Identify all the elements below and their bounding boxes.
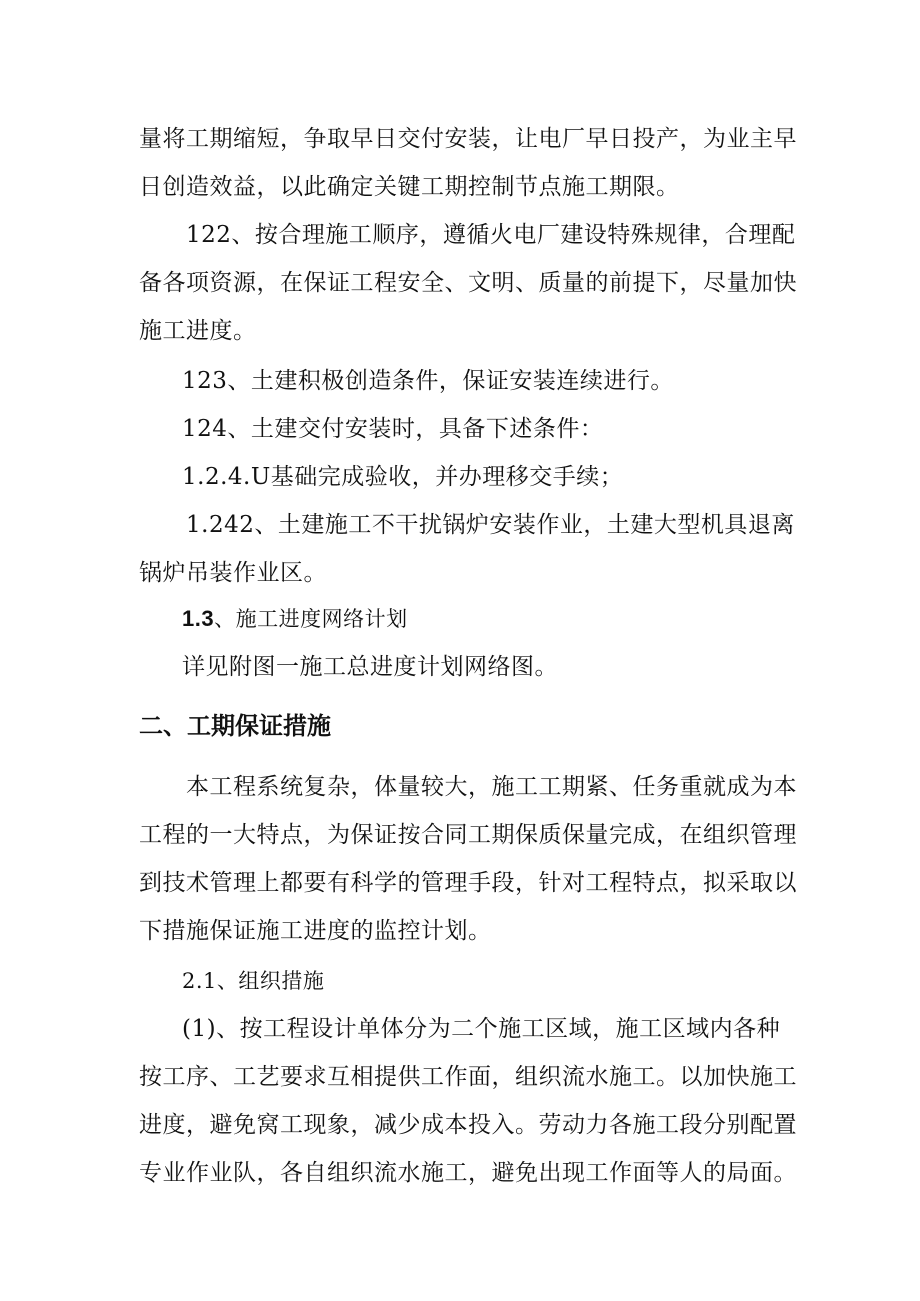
- paragraph-line: 详见附图一施工总进度计划网络图。: [182, 654, 558, 680]
- paragraph-line: 122、按合理施工顺序，遵循火电厂建设特殊规律，合理配: [186, 222, 796, 248]
- paragraph-line: 到技术管理上都要有科学的管理手段，针对工程特点，拟采取以: [139, 870, 797, 896]
- paragraph-line: 日创造效益，以此确定关键工期控制节点施工期限。: [139, 174, 680, 200]
- paragraph-line: 123、土建积极创造条件，保证安装连续进行。: [182, 368, 674, 394]
- paragraph-line: 进度，避免窝工现象，减少成本投入。劳动力各施工段分别配置: [139, 1112, 797, 1138]
- paragraph-line: 1.242、土建施工不干扰锅炉安装作业，土建大型机具退离: [186, 512, 795, 538]
- paragraph-line: 量将工期缩短，争取早日交付安装，让电厂早日投产，为业主早: [139, 126, 797, 152]
- paragraph-line: 备各项资源，在保证工程安全、文明、质量的前提下，尽量加快: [139, 270, 797, 296]
- paragraph-line: 专业作业队，各自组织流水施工，避免出现工作面等人的局面。: [139, 1160, 797, 1186]
- paragraph-line: 施工进度。: [139, 318, 257, 344]
- section-2-1-heading: 2.1、组织措施: [182, 969, 325, 993]
- paragraph-line: 下措施保证施工进度的监控计划。: [139, 918, 492, 944]
- paragraph-line: 按工序、工艺要求互相提供工作面，组织流水施工。以加快施工: [139, 1064, 797, 1090]
- paragraph-line: 124、土建交付安装时，具备下述条件：: [182, 416, 604, 442]
- paragraph-line: 1.2.4.U基础完成验收，并办理移交手续；: [182, 464, 624, 490]
- paragraph-line: 锅炉吊装作业区。: [139, 560, 327, 586]
- section-title: 、施工进度网络计划: [214, 607, 408, 631]
- paragraph-line: (1)、按工程设计单体分为二个施工区域，施工区域内各种: [182, 1016, 781, 1042]
- section-1-3-heading: [182, 604, 408, 634]
- section-2-heading: 二、工期保证措施: [139, 712, 331, 740]
- section-number: 1.3: [182, 606, 215, 631]
- paragraph-line: 本工程系统复杂，体量较大，施工工期紧、任务重就成为本: [186, 774, 797, 800]
- paragraph-line: 工程的一大特点，为保证按合同工期保质保量完成，在组织管理: [139, 822, 797, 848]
